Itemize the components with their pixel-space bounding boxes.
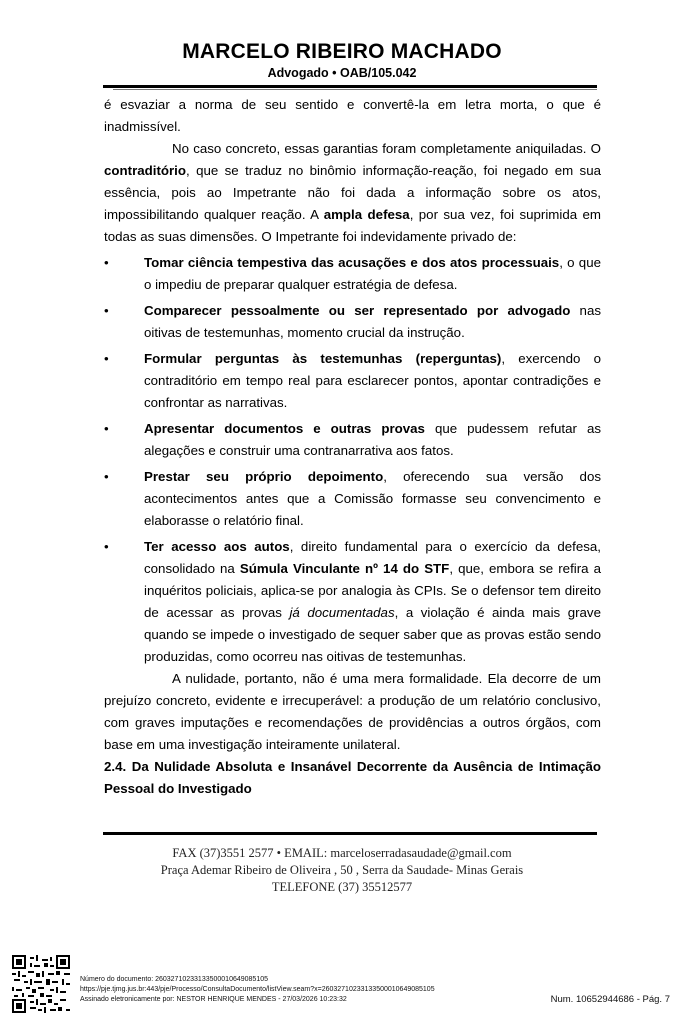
bullet-bold: Prestar seu próprio depoimento	[144, 469, 384, 484]
document-body	[104, 94, 601, 800]
bullet-rest: , o que o impediu de preparar qualquer estratégia de defesa.	[144, 255, 601, 292]
bullet-text	[144, 466, 601, 532]
footer-address: Praça Ademar Ribeiro de Oliveira , 50 , Serra da Saudade- Minas Gerais	[160, 863, 524, 877]
bullet-list	[104, 252, 601, 668]
bullet-rest: nas oitivas de testemunhas, momento crucial da instrução.	[144, 303, 601, 340]
bullet-bold: Comparecer pessoalmente ou ser representado por advogado	[144, 303, 571, 318]
header-rule-shadow	[113, 89, 597, 90]
bullet-rest: , a violação é ainda mais grave quando se impede o investigado de sequer saber que as provas estão sendo produzidas, como ocorreu nas oitivas de testemunhas.	[144, 605, 601, 664]
bullet-icon: •	[104, 351, 109, 366]
letterhead-name: MARCELO RIBEIRO MACHADO	[182, 40, 502, 63]
text-run: , por sua vez, foi suprimida em todas as suas dimensões. O Impetrante foi indevidamente privado de:	[104, 207, 601, 244]
text-run: No caso concreto, essas garantias foram completamente aniquiladas. O	[172, 141, 601, 156]
bullet-icon: •	[104, 303, 109, 318]
section-heading: 2.4. Da Nulidade Absoluta e Insanável Decorrente da Ausência de Intimação Pessoal do Investigado	[104, 759, 601, 796]
footer-phone: TELEFONE (37) 35512577	[271, 880, 413, 894]
bullet-icon: •	[104, 539, 109, 554]
bullet-text	[144, 348, 601, 414]
bold-term: contraditório	[104, 163, 186, 178]
bullet-text	[144, 252, 601, 296]
bullet-rest: , exercendo o contraditório em tempo real para esclarecer pontos, apontar contradições e confrontar as narrativas.	[144, 351, 601, 410]
paragraph-nulidade: A nulidade, portanto, não é uma mera formalidade. Ela decorre de um prejuízo concreto, evidente e irrecuperável: a produção de um relatório conclusivo, com graves imputações e recomendações de providências a outros órgãos, com base em uma investigação inteiramente unilateral.	[104, 671, 601, 752]
footer-contact: FAX (37)3551 2577 • EMAIL: marceloserradasaudade@gmail.com	[172, 846, 512, 860]
document-number: Número do documento: 26032710233133500010649085105	[80, 976, 268, 983]
bullet-item	[104, 466, 601, 532]
letterhead-subtitle: Advogado • OAB/105.042	[267, 66, 417, 80]
bullet-rest: , oferecendo sua versão dos acontecimentos antes que a Comissão formasse seu convencimento e elaborasse o relatório final.	[144, 469, 601, 528]
header-rule	[103, 85, 597, 88]
bullet-text	[144, 536, 601, 668]
bullet-italic: já documentadas	[289, 605, 395, 620]
bullet-bold: Súmula Vinculante nº 14 do STF	[239, 561, 450, 576]
paragraph-continuation: é esvaziar a norma de seu sentido e convertê-la em letra morta, o que é inadmissível.	[104, 97, 601, 134]
bullet-icon: •	[104, 421, 109, 436]
bullet-icon: •	[104, 255, 109, 270]
paragraph-contraditorio	[104, 138, 601, 248]
footer-rule	[103, 832, 597, 835]
bullet-rest: que pudessem refutar as alegações e construir uma contranarrativa aos fatos.	[144, 421, 601, 458]
bullet-item	[104, 252, 601, 296]
bullet-item	[104, 300, 601, 344]
bullet-bold: Formular perguntas às testemunhas (reperguntas)	[144, 351, 502, 366]
bullet-rest: , que, embora se refira a inquéritos policiais, aplica-se por analogia às CPIs. Se o defensor tem direito de acessar as provas	[144, 561, 601, 620]
bullet-bold: Ter acesso aos autos	[144, 539, 290, 554]
text-run: , que se traduz no binômio informação-reação, foi negado em sua essência, pois ao Impetrante não foi dada a informação sobre os atos, impossibilitando qualquer reação. A	[104, 163, 601, 222]
qr-code-icon	[12, 955, 70, 1013]
bullet-bold: Tomar ciência tempestiva das acusações e dos atos processuais	[144, 255, 560, 270]
bullet-text	[144, 300, 601, 344]
bullet-text	[144, 418, 601, 462]
document-url[interactable]: https://pje.tjmg.jus.br:443/pje/Processo/ConsultaDocumento/listView.seam?x=26032710233133500010649085105	[80, 986, 435, 993]
bullet-item	[104, 418, 601, 462]
page-number: Num. 10652944686 - Pág. 7	[550, 994, 670, 1005]
bullet-rest: , direito fundamental para o exercício da defesa, consolidado na	[144, 539, 602, 576]
bold-term: ampla defesa	[323, 207, 410, 222]
bullet-icon: •	[104, 469, 109, 484]
signature-info: Assinado eletronicamente por: NESTOR HENRIQUE MENDES - 27/03/2026 10:23:32	[80, 996, 347, 1003]
bullet-item	[104, 348, 601, 414]
bullet-item	[104, 536, 601, 668]
bullet-bold: Apresentar documentos e outras provas	[144, 421, 425, 436]
